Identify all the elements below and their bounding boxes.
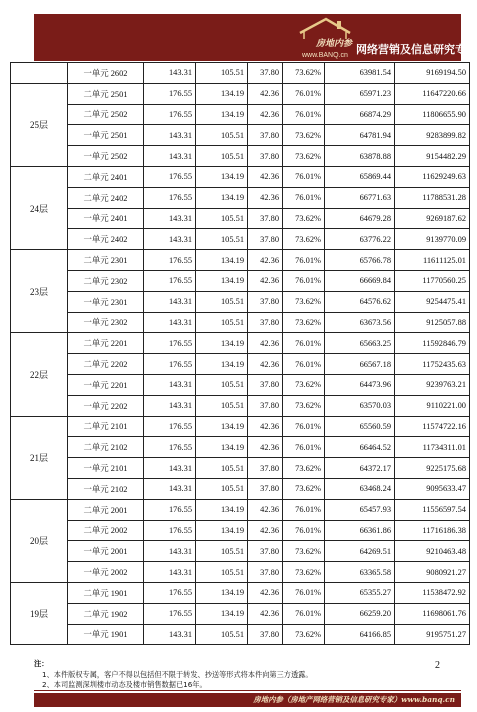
shared-cell: 42.36 bbox=[248, 520, 283, 541]
inner-cell: 134.19 bbox=[196, 270, 248, 291]
area-cell: 176.55 bbox=[144, 354, 196, 375]
table-row bbox=[11, 458, 470, 479]
ratio-cell: 76.01% bbox=[283, 603, 325, 624]
inner-cell: 134.19 bbox=[196, 333, 248, 354]
total-cell: 11629249.63 bbox=[395, 166, 470, 187]
price-cell: 65663.25 bbox=[325, 333, 395, 354]
price-cell: 63981.54 bbox=[325, 63, 395, 84]
total-cell: 11647220.66 bbox=[395, 83, 470, 104]
floor-cell: 25层 bbox=[11, 83, 68, 166]
price-cell: 64781.94 bbox=[325, 125, 395, 146]
total-cell: 9139770.09 bbox=[395, 229, 470, 250]
price-cell: 66259.20 bbox=[325, 603, 395, 624]
inner-cell: 105.51 bbox=[196, 395, 248, 416]
price-cell: 64679.28 bbox=[325, 208, 395, 229]
price-cell: 63776.22 bbox=[325, 229, 395, 250]
area-cell: 143.31 bbox=[144, 229, 196, 250]
shared-cell: 42.36 bbox=[248, 603, 283, 624]
ratio-cell: 76.01% bbox=[283, 83, 325, 104]
note-item: 1、本件版权专属，客户不得以包括但不限于转发、抄送等形式将本件向第三方透露。 bbox=[42, 670, 313, 679]
total-cell: 9154482.29 bbox=[395, 146, 470, 167]
unit-cell: 二单元 2401 bbox=[68, 166, 144, 187]
ratio-cell: 73.62% bbox=[283, 624, 325, 645]
table-row bbox=[11, 562, 470, 583]
price-cell: 63673.56 bbox=[325, 312, 395, 333]
unit-cell: 二单元 2201 bbox=[68, 333, 144, 354]
unit-cell: 一单元 2502 bbox=[68, 146, 144, 167]
ratio-cell: 73.62% bbox=[283, 312, 325, 333]
shared-cell: 42.36 bbox=[248, 250, 283, 271]
notes-heading: 注： bbox=[34, 659, 49, 668]
ratio-cell: 76.01% bbox=[283, 270, 325, 291]
table-row bbox=[11, 125, 470, 146]
unit-cell: 二单元 2402 bbox=[68, 187, 144, 208]
unit-cell: 一单元 2602 bbox=[68, 63, 144, 84]
unit-cell: 二单元 1901 bbox=[68, 582, 144, 603]
ratio-cell: 76.01% bbox=[283, 354, 325, 375]
inner-cell: 134.19 bbox=[196, 83, 248, 104]
total-cell: 11716186.38 bbox=[395, 520, 470, 541]
table-row bbox=[11, 270, 470, 291]
notes-section bbox=[34, 659, 461, 692]
inner-cell: 105.51 bbox=[196, 374, 248, 395]
table-row bbox=[11, 291, 470, 312]
inner-cell: 134.19 bbox=[196, 187, 248, 208]
inner-cell: 134.19 bbox=[196, 354, 248, 375]
unit-cell: 一单元 2102 bbox=[68, 478, 144, 499]
ratio-cell: 76.01% bbox=[283, 250, 325, 271]
table-row bbox=[11, 478, 470, 499]
inner-cell: 105.51 bbox=[196, 562, 248, 583]
total-cell: 9169194.50 bbox=[395, 63, 470, 84]
price-cell: 64372.17 bbox=[325, 458, 395, 479]
price-cell: 65869.44 bbox=[325, 166, 395, 187]
table-row bbox=[11, 250, 470, 271]
price-cell: 65766.78 bbox=[325, 250, 395, 271]
area-cell: 176.55 bbox=[144, 437, 196, 458]
shared-cell: 37.80 bbox=[248, 63, 283, 84]
total-cell: 9254475.41 bbox=[395, 291, 470, 312]
unit-cell: 二单元 2102 bbox=[68, 437, 144, 458]
floor-cell: 19层 bbox=[11, 582, 68, 644]
area-cell: 176.55 bbox=[144, 83, 196, 104]
area-cell: 176.55 bbox=[144, 603, 196, 624]
shared-cell: 37.80 bbox=[248, 291, 283, 312]
area-cell: 143.31 bbox=[144, 624, 196, 645]
table-row bbox=[11, 582, 470, 603]
unit-cell: 一单元 2001 bbox=[68, 541, 144, 562]
ratio-cell: 73.62% bbox=[283, 125, 325, 146]
unit-cell: 二单元 2301 bbox=[68, 250, 144, 271]
inner-cell: 134.19 bbox=[196, 416, 248, 437]
unit-cell: 二单元 2002 bbox=[68, 520, 144, 541]
total-cell: 9269187.62 bbox=[395, 208, 470, 229]
unit-cell: 一单元 2401 bbox=[68, 208, 144, 229]
footer-text: 房地内参（房地产网络营销及信息研究专家）www.banq.cn bbox=[253, 695, 455, 704]
price-cell: 64166.85 bbox=[325, 624, 395, 645]
price-cell: 63570.03 bbox=[325, 395, 395, 416]
area-cell: 176.55 bbox=[144, 187, 196, 208]
inner-cell: 105.51 bbox=[196, 624, 248, 645]
ratio-cell: 73.62% bbox=[283, 63, 325, 84]
note-item: 2、本司监测深圳楼市动态及楼市销售数据已16年。 bbox=[42, 680, 207, 689]
total-cell: 11556597.54 bbox=[395, 499, 470, 520]
unit-cell: 二单元 2302 bbox=[68, 270, 144, 291]
table-row bbox=[11, 437, 470, 458]
price-cell: 63468.24 bbox=[325, 478, 395, 499]
table-row bbox=[11, 83, 470, 104]
table-row bbox=[11, 603, 470, 624]
shared-cell: 37.80 bbox=[248, 146, 283, 167]
inner-cell: 105.51 bbox=[196, 146, 248, 167]
unit-cell: 一单元 2402 bbox=[68, 229, 144, 250]
ratio-cell: 73.62% bbox=[283, 208, 325, 229]
shared-cell: 37.80 bbox=[248, 208, 283, 229]
unit-cell: 二单元 2501 bbox=[68, 83, 144, 104]
ratio-cell: 73.62% bbox=[283, 374, 325, 395]
unit-cell: 一单元 2101 bbox=[68, 458, 144, 479]
ratio-cell: 73.62% bbox=[283, 458, 325, 479]
area-cell: 143.31 bbox=[144, 208, 196, 229]
table-row bbox=[11, 208, 470, 229]
ratio-cell: 73.62% bbox=[283, 291, 325, 312]
floor-cell: 20层 bbox=[11, 499, 68, 582]
logo-text: 房地内参 bbox=[316, 39, 353, 49]
ratio-cell: 73.62% bbox=[283, 541, 325, 562]
table-row bbox=[11, 416, 470, 437]
ratio-cell: 73.62% bbox=[283, 478, 325, 499]
inner-cell: 105.51 bbox=[196, 125, 248, 146]
table-row bbox=[11, 187, 470, 208]
ratio-cell: 76.01% bbox=[283, 333, 325, 354]
shared-cell: 42.36 bbox=[248, 333, 283, 354]
shared-cell: 37.80 bbox=[248, 624, 283, 645]
area-cell: 143.31 bbox=[144, 312, 196, 333]
total-cell: 9125057.88 bbox=[395, 312, 470, 333]
inner-cell: 105.51 bbox=[196, 478, 248, 499]
table-body bbox=[11, 63, 470, 645]
area-cell: 143.31 bbox=[144, 146, 196, 167]
table-row bbox=[11, 395, 470, 416]
shared-cell: 37.80 bbox=[248, 312, 283, 333]
area-cell: 143.31 bbox=[144, 63, 196, 84]
inner-cell: 134.19 bbox=[196, 520, 248, 541]
inner-cell: 134.19 bbox=[196, 104, 248, 125]
header-banner bbox=[34, 14, 477, 61]
price-cell: 66771.63 bbox=[325, 187, 395, 208]
ratio-cell: 76.01% bbox=[283, 437, 325, 458]
area-cell: 176.55 bbox=[144, 166, 196, 187]
floor-cell bbox=[11, 63, 68, 84]
ratio-cell: 73.62% bbox=[283, 229, 325, 250]
area-cell: 176.55 bbox=[144, 104, 196, 125]
shared-cell: 42.36 bbox=[248, 416, 283, 437]
inner-cell: 134.19 bbox=[196, 499, 248, 520]
unit-cell: 二单元 1902 bbox=[68, 603, 144, 624]
floor-cell: 24层 bbox=[11, 166, 68, 249]
area-cell: 143.31 bbox=[144, 562, 196, 583]
table-row bbox=[11, 520, 470, 541]
inner-cell: 134.19 bbox=[196, 250, 248, 271]
floor-cell: 21层 bbox=[11, 416, 68, 499]
area-cell: 176.55 bbox=[144, 582, 196, 603]
area-cell: 143.31 bbox=[144, 125, 196, 146]
price-cell: 65971.23 bbox=[325, 83, 395, 104]
total-cell: 9195751.27 bbox=[395, 624, 470, 645]
price-cell: 64576.62 bbox=[325, 291, 395, 312]
total-cell: 9283899.82 bbox=[395, 125, 470, 146]
ratio-cell: 73.62% bbox=[283, 395, 325, 416]
shared-cell: 42.36 bbox=[248, 582, 283, 603]
unit-cell: 一单元 2202 bbox=[68, 395, 144, 416]
ratio-cell: 73.62% bbox=[283, 146, 325, 167]
shared-cell: 37.80 bbox=[248, 541, 283, 562]
ratio-cell: 76.01% bbox=[283, 166, 325, 187]
page-number: 2 bbox=[435, 660, 440, 671]
unit-cell: 一单元 2501 bbox=[68, 125, 144, 146]
sales-price-table bbox=[10, 62, 470, 645]
ratio-cell: 76.01% bbox=[283, 187, 325, 208]
inner-cell: 105.51 bbox=[196, 63, 248, 84]
footer-rule bbox=[34, 690, 461, 691]
table-row bbox=[11, 499, 470, 520]
area-cell: 176.55 bbox=[144, 520, 196, 541]
table-row bbox=[11, 624, 470, 645]
price-cell: 64473.96 bbox=[325, 374, 395, 395]
unit-cell: 一单元 2002 bbox=[68, 562, 144, 583]
ratio-cell: 76.01% bbox=[283, 104, 325, 125]
price-cell: 63878.88 bbox=[325, 146, 395, 167]
inner-cell: 105.51 bbox=[196, 229, 248, 250]
shared-cell: 37.80 bbox=[248, 562, 283, 583]
total-cell: 11574722.16 bbox=[395, 416, 470, 437]
inner-cell: 134.19 bbox=[196, 603, 248, 624]
total-cell: 9095633.47 bbox=[395, 478, 470, 499]
table-row bbox=[11, 63, 470, 84]
unit-cell: 一单元 1901 bbox=[68, 624, 144, 645]
inner-cell: 134.19 bbox=[196, 166, 248, 187]
shared-cell: 42.36 bbox=[248, 354, 283, 375]
area-cell: 176.55 bbox=[144, 250, 196, 271]
unit-cell: 一单元 2201 bbox=[68, 374, 144, 395]
price-cell: 65560.59 bbox=[325, 416, 395, 437]
shared-cell: 42.36 bbox=[248, 187, 283, 208]
table-row bbox=[11, 354, 470, 375]
total-cell: 11788531.28 bbox=[395, 187, 470, 208]
area-cell: 143.31 bbox=[144, 395, 196, 416]
shared-cell: 37.80 bbox=[248, 395, 283, 416]
price-cell: 65457.93 bbox=[325, 499, 395, 520]
shared-cell: 37.80 bbox=[248, 458, 283, 479]
price-cell: 66361.86 bbox=[325, 520, 395, 541]
unit-cell: 二单元 2202 bbox=[68, 354, 144, 375]
inner-cell: 105.51 bbox=[196, 291, 248, 312]
unit-cell: 一单元 2302 bbox=[68, 312, 144, 333]
unit-cell: 二单元 2001 bbox=[68, 499, 144, 520]
floor-cell: 22层 bbox=[11, 333, 68, 416]
shared-cell: 37.80 bbox=[248, 229, 283, 250]
table-row bbox=[11, 333, 470, 354]
price-cell: 66874.29 bbox=[325, 104, 395, 125]
total-cell: 9225175.68 bbox=[395, 458, 470, 479]
table-row bbox=[11, 166, 470, 187]
inner-cell: 105.51 bbox=[196, 208, 248, 229]
floor-cell: 23层 bbox=[11, 250, 68, 333]
shared-cell: 42.36 bbox=[248, 104, 283, 125]
shared-cell: 37.80 bbox=[248, 125, 283, 146]
total-cell: 11538472.92 bbox=[395, 582, 470, 603]
inner-cell: 105.51 bbox=[196, 541, 248, 562]
area-cell: 176.55 bbox=[144, 499, 196, 520]
price-cell: 63365.58 bbox=[325, 562, 395, 583]
total-cell: 11592846.79 bbox=[395, 333, 470, 354]
inner-cell: 134.19 bbox=[196, 437, 248, 458]
price-cell: 66567.18 bbox=[325, 354, 395, 375]
inner-cell: 134.19 bbox=[196, 582, 248, 603]
shared-cell: 42.36 bbox=[248, 166, 283, 187]
ratio-cell: 76.01% bbox=[283, 416, 325, 437]
area-cell: 143.31 bbox=[144, 478, 196, 499]
shared-cell: 42.36 bbox=[248, 83, 283, 104]
shared-cell: 42.36 bbox=[248, 437, 283, 458]
total-cell: 9210463.48 bbox=[395, 541, 470, 562]
table-row bbox=[11, 541, 470, 562]
ratio-cell: 76.01% bbox=[283, 499, 325, 520]
table-row bbox=[11, 374, 470, 395]
inner-cell: 105.51 bbox=[196, 312, 248, 333]
area-cell: 176.55 bbox=[144, 270, 196, 291]
shared-cell: 42.36 bbox=[248, 270, 283, 291]
total-cell: 9239763.21 bbox=[395, 374, 470, 395]
unit-cell: 一单元 2301 bbox=[68, 291, 144, 312]
price-cell: 66464.52 bbox=[325, 437, 395, 458]
total-cell: 9110221.00 bbox=[395, 395, 470, 416]
table-row bbox=[11, 104, 470, 125]
footer-banner bbox=[34, 693, 461, 707]
table-row bbox=[11, 229, 470, 250]
ratio-cell: 73.62% bbox=[283, 562, 325, 583]
area-cell: 176.55 bbox=[144, 333, 196, 354]
logo-url: www.BANQ.cn bbox=[302, 52, 348, 59]
inner-cell: 105.51 bbox=[196, 458, 248, 479]
total-cell: 11698061.76 bbox=[395, 603, 470, 624]
shared-cell: 37.80 bbox=[248, 478, 283, 499]
total-cell: 11611125.01 bbox=[395, 250, 470, 271]
unit-cell: 二单元 2101 bbox=[68, 416, 144, 437]
price-cell: 66669.84 bbox=[325, 270, 395, 291]
shared-cell: 42.36 bbox=[248, 499, 283, 520]
price-cell: 64269.51 bbox=[325, 541, 395, 562]
total-cell: 11752435.63 bbox=[395, 354, 470, 375]
total-cell: 11770560.25 bbox=[395, 270, 470, 291]
price-cell: 65355.27 bbox=[325, 582, 395, 603]
header-slogan: 网络营销及信息研究专家 bbox=[356, 43, 477, 56]
shared-cell: 37.80 bbox=[248, 374, 283, 395]
area-cell: 176.55 bbox=[144, 416, 196, 437]
area-cell: 143.31 bbox=[144, 374, 196, 395]
table-row bbox=[11, 146, 470, 167]
total-cell: 11806655.90 bbox=[395, 104, 470, 125]
total-cell: 9080921.27 bbox=[395, 562, 470, 583]
area-cell: 143.31 bbox=[144, 458, 196, 479]
ratio-cell: 76.01% bbox=[283, 582, 325, 603]
area-cell: 143.31 bbox=[144, 291, 196, 312]
total-cell: 11734311.01 bbox=[395, 437, 470, 458]
area-cell: 143.31 bbox=[144, 541, 196, 562]
table-row bbox=[11, 312, 470, 333]
unit-cell: 二单元 2502 bbox=[68, 104, 144, 125]
ratio-cell: 76.01% bbox=[283, 520, 325, 541]
